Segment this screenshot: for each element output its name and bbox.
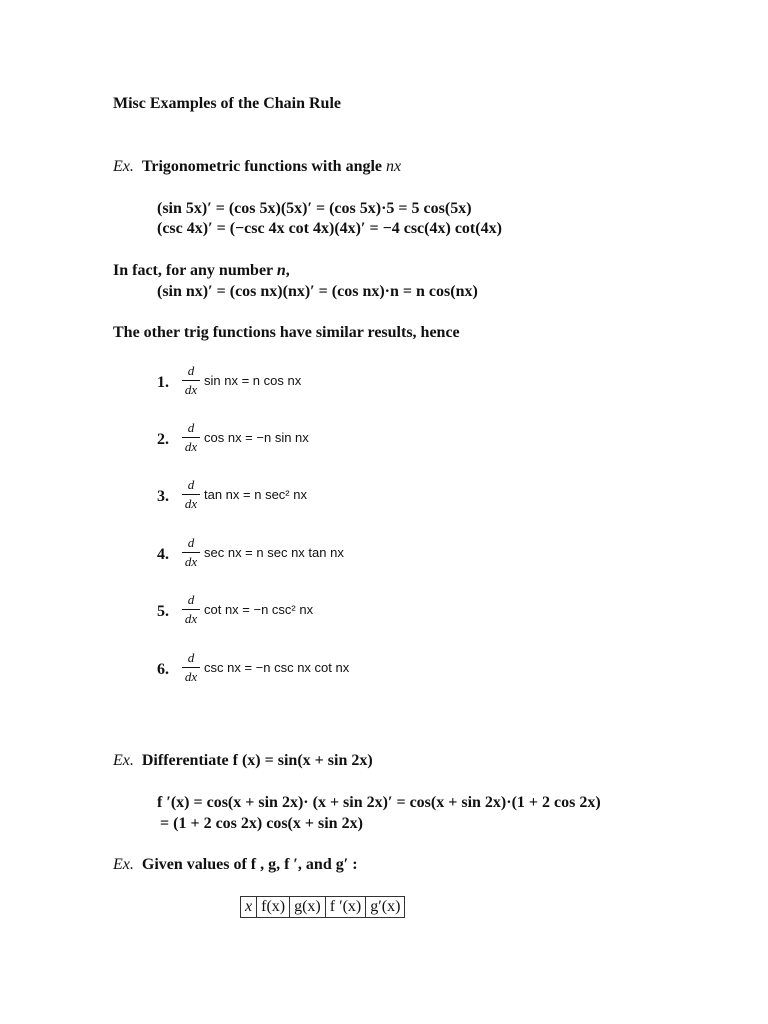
example-1-heading-var: nx <box>386 158 402 175</box>
example-3-heading-text: Given values of f , g, f ′, and g′ : <box>141 856 358 873</box>
example-label: Ex. <box>113 158 134 175</box>
formula-number: 6. <box>157 661 169 678</box>
infact-line-1 <box>113 261 290 281</box>
derivative-fraction: d dx <box>182 536 200 569</box>
formula-number: 4. <box>157 546 169 563</box>
table-header-cell: g(x) <box>290 897 326 918</box>
table-header-cell: x <box>241 897 257 918</box>
infact-var: n <box>276 262 286 279</box>
table-header-row <box>241 897 405 918</box>
example-1-equation-1: (sin 5x)′ = (cos 5x)(5x)′ = (cos 5x)·5 = 5 cos(5x) <box>157 200 472 217</box>
example-1-heading <box>113 157 401 177</box>
example-1-equation-2: (csc 4x)′ = (−csc 4x cot 4x)(4x)′ = −4 csc(4x) cot(4x) <box>157 220 502 237</box>
values-table <box>240 896 405 918</box>
example-2-heading-text: Differentiate f (x) = sin(x + sin 2x) <box>141 752 373 769</box>
formula-expression: sec nx = n sec nx tan nx <box>204 545 344 560</box>
page-title: Misc Examples of the Chain Rule <box>113 95 341 112</box>
derivative-fraction: d dx <box>182 478 200 511</box>
example-label: Ex. <box>113 856 134 873</box>
table-header-cell: f ′(x) <box>325 897 365 918</box>
formula-number: 3. <box>157 488 169 505</box>
formula-expression: cos nx = −n sin nx <box>204 430 309 445</box>
formula-expression: sin nx = n cos nx <box>204 373 302 388</box>
derivative-fraction: d dx <box>182 364 200 397</box>
example-1-heading-text: Trigonometric functions with angle <box>141 158 387 175</box>
formula-expression: cot nx = −n csc² nx <box>204 602 314 617</box>
formula-expression: csc nx = −n csc nx cot nx <box>204 660 350 675</box>
formula-number: 5. <box>157 603 169 620</box>
example-2-heading <box>113 751 373 771</box>
derivative-fraction: d dx <box>182 651 200 684</box>
infact-suffix: , <box>285 262 290 279</box>
derivative-fraction: d dx <box>182 593 200 626</box>
derivative-fraction: d dx <box>182 421 200 454</box>
other-trig-text: The other trig functions have similar results, hence <box>113 324 460 341</box>
example-label: Ex. <box>113 752 134 769</box>
infact-line-2: (sin nx)′ = (cos nx)(nx)′ = (cos nx)·n = n cos(nx) <box>157 283 478 300</box>
table-header-cell: g′(x) <box>366 897 405 918</box>
example-3-heading <box>113 855 358 875</box>
formula-number: 1. <box>157 374 169 391</box>
example-2-line-2: = (1 + 2 cos 2x) cos(x + sin 2x) <box>160 815 363 832</box>
formula-number: 2. <box>157 431 169 448</box>
formula-expression: tan nx = n sec² nx <box>204 487 307 502</box>
example-2-line-1: f ′(x) = cos(x + sin 2x)· (x + sin 2x)′ = cos(x + sin 2x)·(1 + 2 cos 2x) <box>157 794 601 811</box>
infact-prefix: In fact, for any number <box>113 262 277 279</box>
table-header-cell: f(x) <box>257 897 290 918</box>
